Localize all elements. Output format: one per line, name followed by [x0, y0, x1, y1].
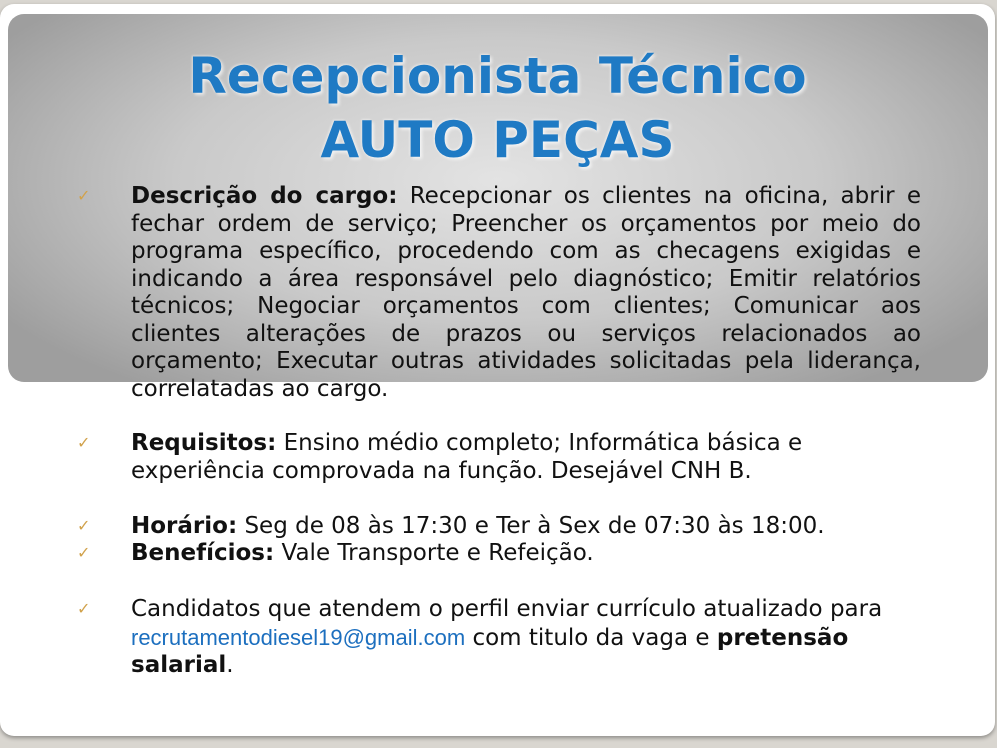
schedule	[131, 513, 921, 541]
job-subtitle: AUTO PEÇAS	[320, 111, 675, 169]
requirements-label: Requisitos:	[131, 430, 277, 456]
job-title: Recepcionista Técnico	[188, 47, 807, 105]
description-text: Recepcionar os clientes na oficina, abrir e fechar ordem de serviço; Preencher os orçamentos por meio do programa específico, procedendo com as checagens exigidas e indicando a área responsável pelo diagnóstico; Emitir relatórios técnicos; Negociar orçamentos com clientes; Comunicar aos clientes alterações de prazos ou serviços relacionados ao orçamento; Executar outras atividades solicitadas pela liderança, correlatadas ao cargo.	[131, 183, 921, 402]
check-icon: ✓	[77, 433, 91, 452]
requirements-text: Ensino médio completo; Informática básica e experiência comprovada na função. Desejável CNH B.	[131, 430, 803, 484]
contact-text-middle: com titulo da vaga e	[465, 624, 717, 651]
contact-text-end: .	[226, 652, 234, 678]
job-description	[131, 183, 921, 403]
schedule-text: Seg de 08 às 17:30 e Ter à Sex de 07:30 às 18:00.	[237, 513, 825, 539]
benefits-text: Vale Transporte e Refeição.	[274, 540, 594, 566]
check-icon: ✓	[77, 516, 91, 535]
check-icon: ✓	[77, 186, 91, 205]
email-link[interactable]: recrutamentodiesel19@gmail.com	[131, 624, 466, 650]
slide	[0, 4, 995, 736]
benefits-label: Benefícios:	[131, 540, 275, 566]
application-instructions	[131, 596, 921, 680]
requirements	[131, 430, 921, 485]
benefits	[131, 540, 921, 568]
description-label: Descrição do cargo:	[131, 183, 398, 209]
check-icon: ✓	[77, 543, 91, 562]
contact-text-before: Candidatos que atendem o perfil enviar currículo atualizado para	[131, 596, 883, 622]
check-icon: ✓	[77, 599, 91, 618]
salary-expectation-label: pretensão salarial	[131, 624, 849, 678]
schedule-label: Horário:	[131, 513, 238, 539]
